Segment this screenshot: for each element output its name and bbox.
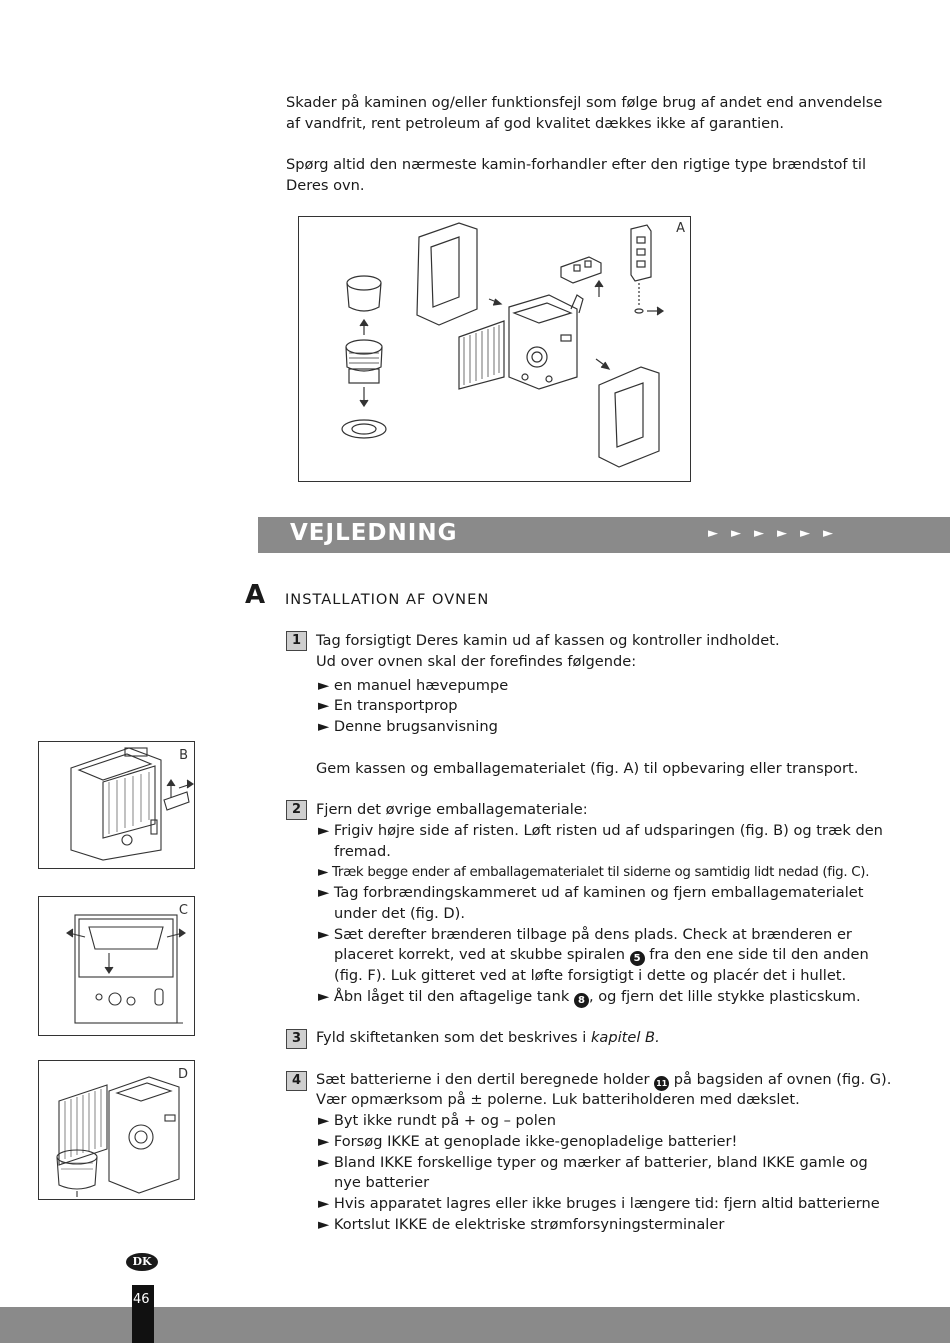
step-1-note: Gem kassen og emballagematerialet (fig. A) til opbevaring eller transport. <box>316 760 859 777</box>
step-2-line-1: Fjern det øvrige emballagemateriale: <box>316 801 588 818</box>
heater-grille-illustration <box>39 742 194 868</box>
step-4-line-1 <box>316 1069 891 1091</box>
step-2-line-4: ► Træk begge ender af emballagematerialet til siderne og samtidig lidt nedad (fig. C). <box>318 865 870 880</box>
ref-11-badge: 11 <box>654 1076 669 1091</box>
intro-p2-line1: Spørg altid den nærmeste kamin-forhandler efter den rigtige type brændstof til <box>286 156 866 173</box>
step-4-line-7: ► Hvis apparatet lagres eller ikke bruges i længere tid: fjern altid batterierne <box>318 1195 880 1212</box>
step-3-text: Fyld skiftetanken som det beskrives i <box>316 1029 591 1046</box>
step-2-line-6: under det (fig. D). <box>334 905 465 922</box>
intro-p1-line1: Skader på kaminen og/eller funktionsfejl som følge brug af andet end anvendelse <box>286 94 883 111</box>
step-4-line-1-part-a: Sæt batterierne i den dertil beregnede holder <box>316 1071 655 1088</box>
step-2-line-10 <box>318 986 861 1008</box>
step-2-line-3: fremad. <box>334 843 391 860</box>
intro-paragraph-2 <box>286 154 886 196</box>
step-3-chapter-ref: kapitel B. <box>590 1029 660 1046</box>
intro-p2-line2: Deres ovn. <box>286 177 365 194</box>
section-banner <box>258 517 950 553</box>
figure-b-label: B <box>179 748 188 763</box>
step-4-line-2: Vær opmærksom på ± polerne. Luk batteriholderen med dækslet. <box>316 1091 800 1108</box>
step-4-line-5: ► Bland IKKE forskellige typer og mærker af batterier, bland IKKE gamle og <box>318 1154 868 1171</box>
step-4-line-4: ► Forsøg IKKE at genoplade ikke-genopladelige batterier! <box>318 1133 738 1150</box>
step-3-number: 3 <box>286 1029 307 1049</box>
ref-8-badge: 8 <box>574 993 589 1008</box>
figure-c-label: C <box>178 903 188 918</box>
step-2-line-5: ► Tag forbrændingskammeret ud af kaminen og fjern emballagematerialet <box>318 884 864 901</box>
step-1-line-2: Ud over ovnen skal der forefindes følgende: <box>316 653 637 670</box>
packaging-removal-illustration <box>39 897 194 1035</box>
step-2-number: 2 <box>286 800 307 820</box>
figure-a <box>298 216 691 482</box>
page-number: 46 <box>133 1292 150 1307</box>
figure-b <box>38 741 195 869</box>
step-2-line-7: ► Sæt derefter brænderen tilbage på dens plads. Check at brænderen er <box>318 926 852 943</box>
figure-d-label: D <box>177 1067 188 1082</box>
step-1-bullet-1: ► en manuel hævepumpe <box>318 677 509 694</box>
heater-exploded-illustration <box>299 217 690 481</box>
ref-5-badge: 5 <box>630 951 645 966</box>
step-2-line-10-part-b: , og fjern det lille stykke plasticskum. <box>588 988 861 1005</box>
figure-c <box>38 896 195 1036</box>
step-4-line-1-part-b: på bagsiden af ovnen (fig. G). <box>669 1071 892 1088</box>
step-1-bullet-3: ► Denne brugsanvisning <box>318 718 498 735</box>
step-1-line-1: Tag forsigtigt Deres kamin ud af kassen og kontroller indholdet. <box>316 632 780 649</box>
step-2-line-8-part-b: fra den ene side til den anden <box>644 946 869 963</box>
step-3-line <box>316 1027 660 1048</box>
step-4-line-3: ► Byt ikke rundt på + og – polen <box>318 1112 557 1129</box>
step-2-line-8-part-a: placeret korrekt, ved at skubbe spiralen <box>334 946 630 963</box>
figure-a-label: A <box>676 221 685 236</box>
step-2-line-9: (fig. F). Luk gitteret ved at løfte forsigtigt i dette og placér det i hullet. <box>334 967 847 984</box>
figure-d <box>38 1060 195 1200</box>
section-title: INSTALLATION AF OVNEN <box>285 591 490 608</box>
intro-p1-line2: af vandfrit, rent petroleum af god kvalitet dækkes ikke af garantien. <box>286 115 785 132</box>
banner-title: VEJLEDNING <box>290 520 458 546</box>
section-letter: A <box>245 580 266 610</box>
combustion-chamber-illustration <box>39 1061 194 1199</box>
intro-paragraph-1 <box>286 92 886 134</box>
step-2-line-10-part-a: ► Åbn låget til den aftagelige tank <box>318 988 574 1005</box>
step-1-bullet-2: ► En transportprop <box>318 697 458 714</box>
step-4-line-6: nye batterier <box>334 1174 430 1191</box>
step-4-number: 4 <box>286 1071 307 1091</box>
banner-arrows: ►►►►►► <box>708 526 846 541</box>
language-badge: DK <box>126 1253 158 1271</box>
step-2-line-2: ► Frigiv højre side af risten. Løft risten ud af udsparingen (fig. B) og træk den <box>318 822 883 839</box>
step-4-line-8: ► Kortslut IKKE de elektriske strømforsyningsterminaler <box>318 1216 725 1233</box>
step-2-line-8 <box>334 944 869 966</box>
step-1-number: 1 <box>286 631 307 651</box>
